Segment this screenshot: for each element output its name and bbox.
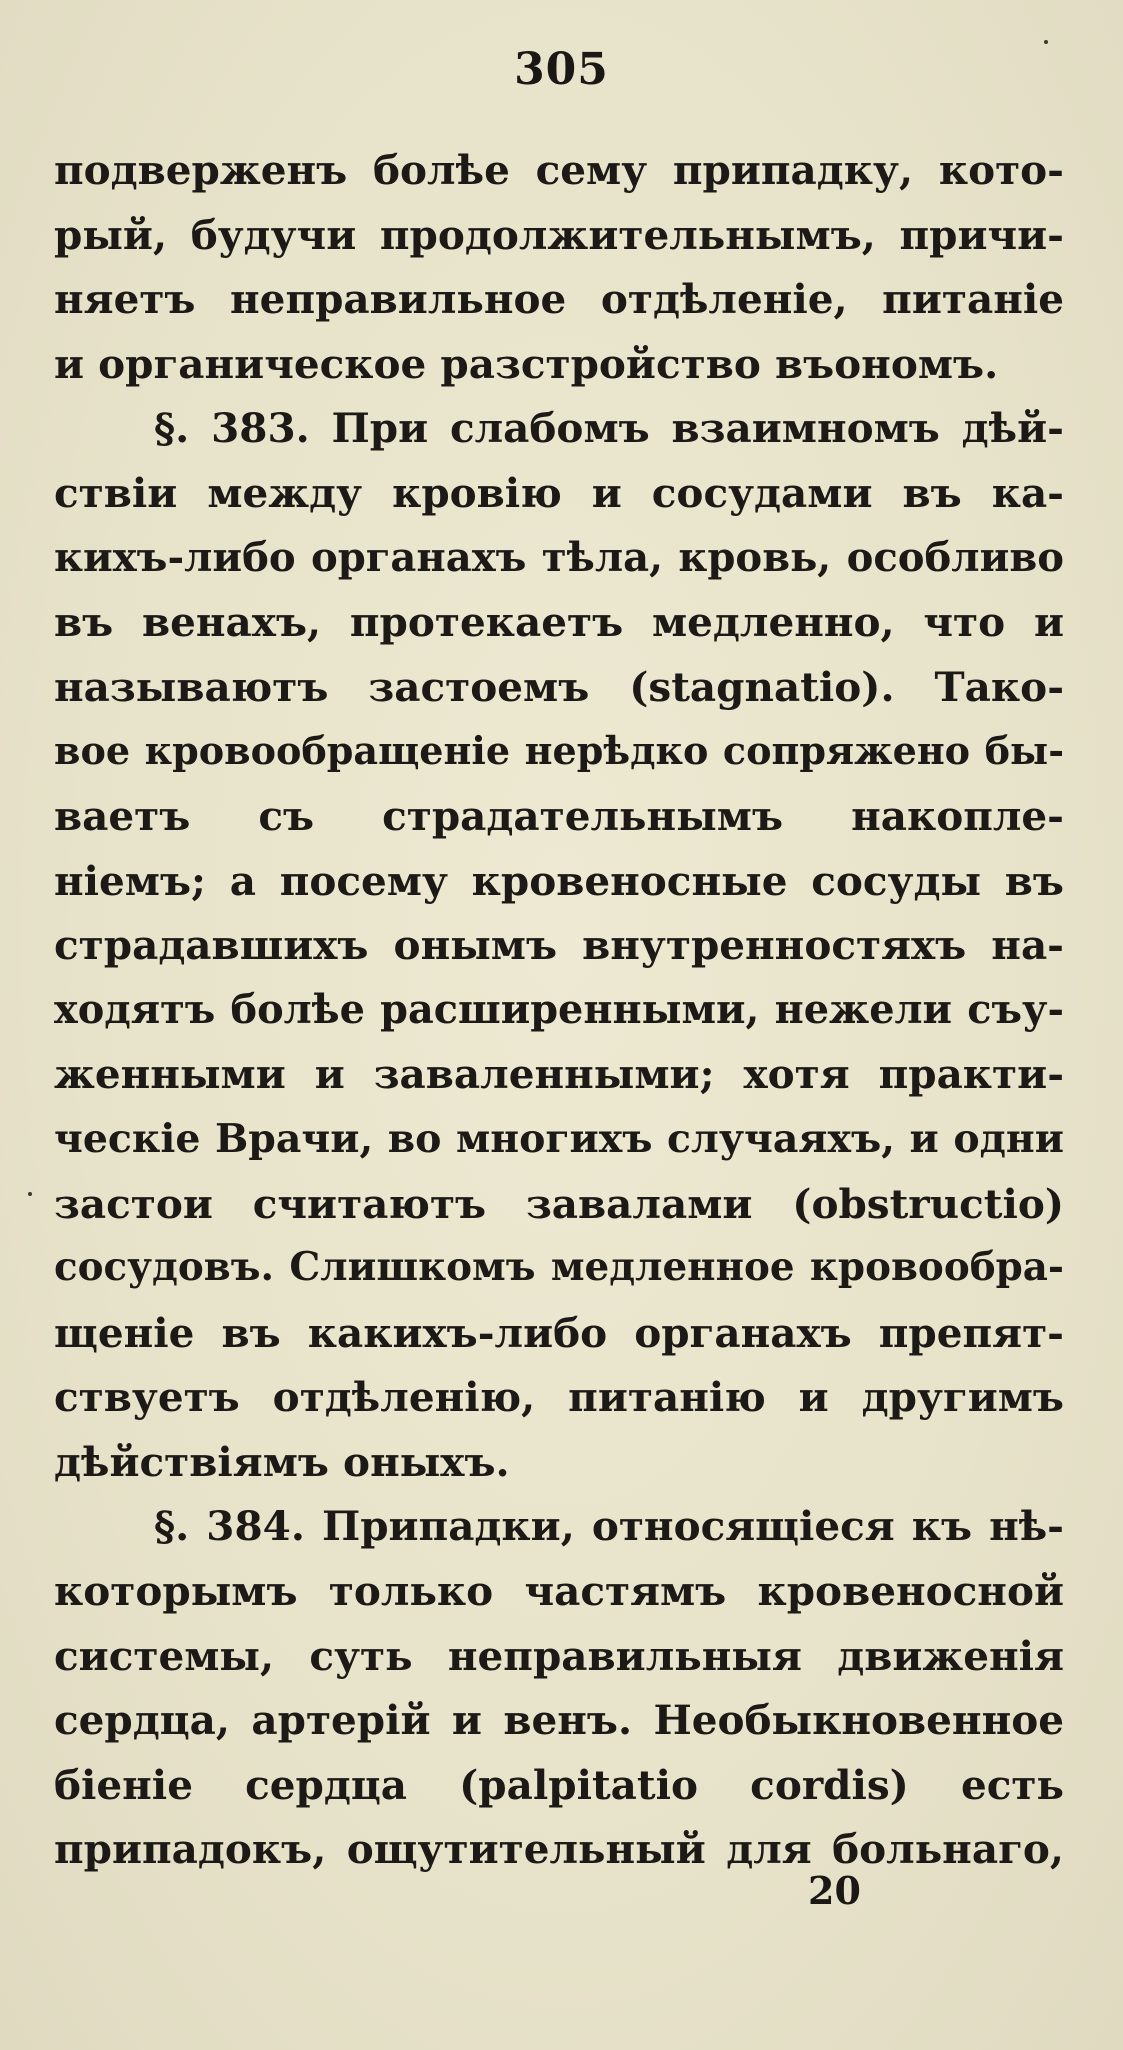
text-line: ствуетъ отдѣленію, питанію и другимъ (54, 1373, 1064, 1422)
text-line: женными и заваленными; хотя практи- (54, 1050, 1064, 1099)
text-line: системы, суть неправильныя движенія (54, 1631, 1064, 1680)
text-line: въ венахъ, протекаетъ медленно, что и (54, 598, 1064, 647)
text-line: сердца, артерій и венъ. Необыкновенное (54, 1696, 1064, 1745)
text-line: сосудовъ. Слишкомъ медленное кровообра- (54, 1245, 1064, 1291)
text-line: щеніе въ какихъ-либо органахъ препят- (54, 1308, 1064, 1357)
text-line: вое кровообращеніе нерѣдко сопряжено бы- (54, 728, 1064, 774)
text-line: біеніе сердца (palpitatio cordis) есть (54, 1760, 1064, 1809)
text-line: и органическое разстройство въономъ. (54, 339, 999, 388)
section-383-start: §. 383. При слабомъ взаимномъ дѣй- (154, 404, 1064, 453)
text-line: припадокъ, ощутительный для больнаго, (54, 1825, 1064, 1874)
text-line: кихъ-либо органахъ тѣла, кровь, особливо (54, 533, 1064, 581)
text-line: страдавшихъ онымъ внутренностяхъ на- (54, 921, 1064, 970)
text-line: застои считаютъ завалами (obstructio) (54, 1179, 1064, 1228)
page-number: 305 (514, 44, 609, 95)
text-line: рый, будучи продолжительнымъ, причи- (54, 210, 1064, 259)
paper-speck (1044, 40, 1048, 44)
page-body-text (54, 138, 1064, 1882)
text-line: ніемъ; а посему кровеносные сосуды въ (54, 856, 1064, 905)
text-line: дѣйствіямъ оныхъ. (54, 1437, 510, 1486)
text-line: ствіи между кровію и сосудами въ ка- (54, 468, 1064, 517)
text-line: которымъ только частямъ кровеносной (54, 1567, 1064, 1616)
text-line: ходятъ болѣе расширенными, нежели съу- (54, 986, 1064, 1033)
text-line: няетъ неправильное отдѣленіе, питаніе (54, 275, 1064, 324)
text-line: подверженъ болѣе сему припадку, кото- (54, 146, 1064, 194)
paper-speck (28, 1192, 32, 1196)
text-line: называютъ застоемъ (stagnatio). Тако- (54, 662, 1064, 711)
text-line: ваетъ съ страдательнымъ накопле- (54, 791, 1064, 840)
text-line: ческіе Врачи, во многихъ случаяхъ, и одни (54, 1115, 1064, 1162)
section-384-start: §. 384. Припадки, относящіеся къ нѣ- (154, 1502, 1064, 1551)
signature-mark: 20 (808, 1868, 861, 1913)
